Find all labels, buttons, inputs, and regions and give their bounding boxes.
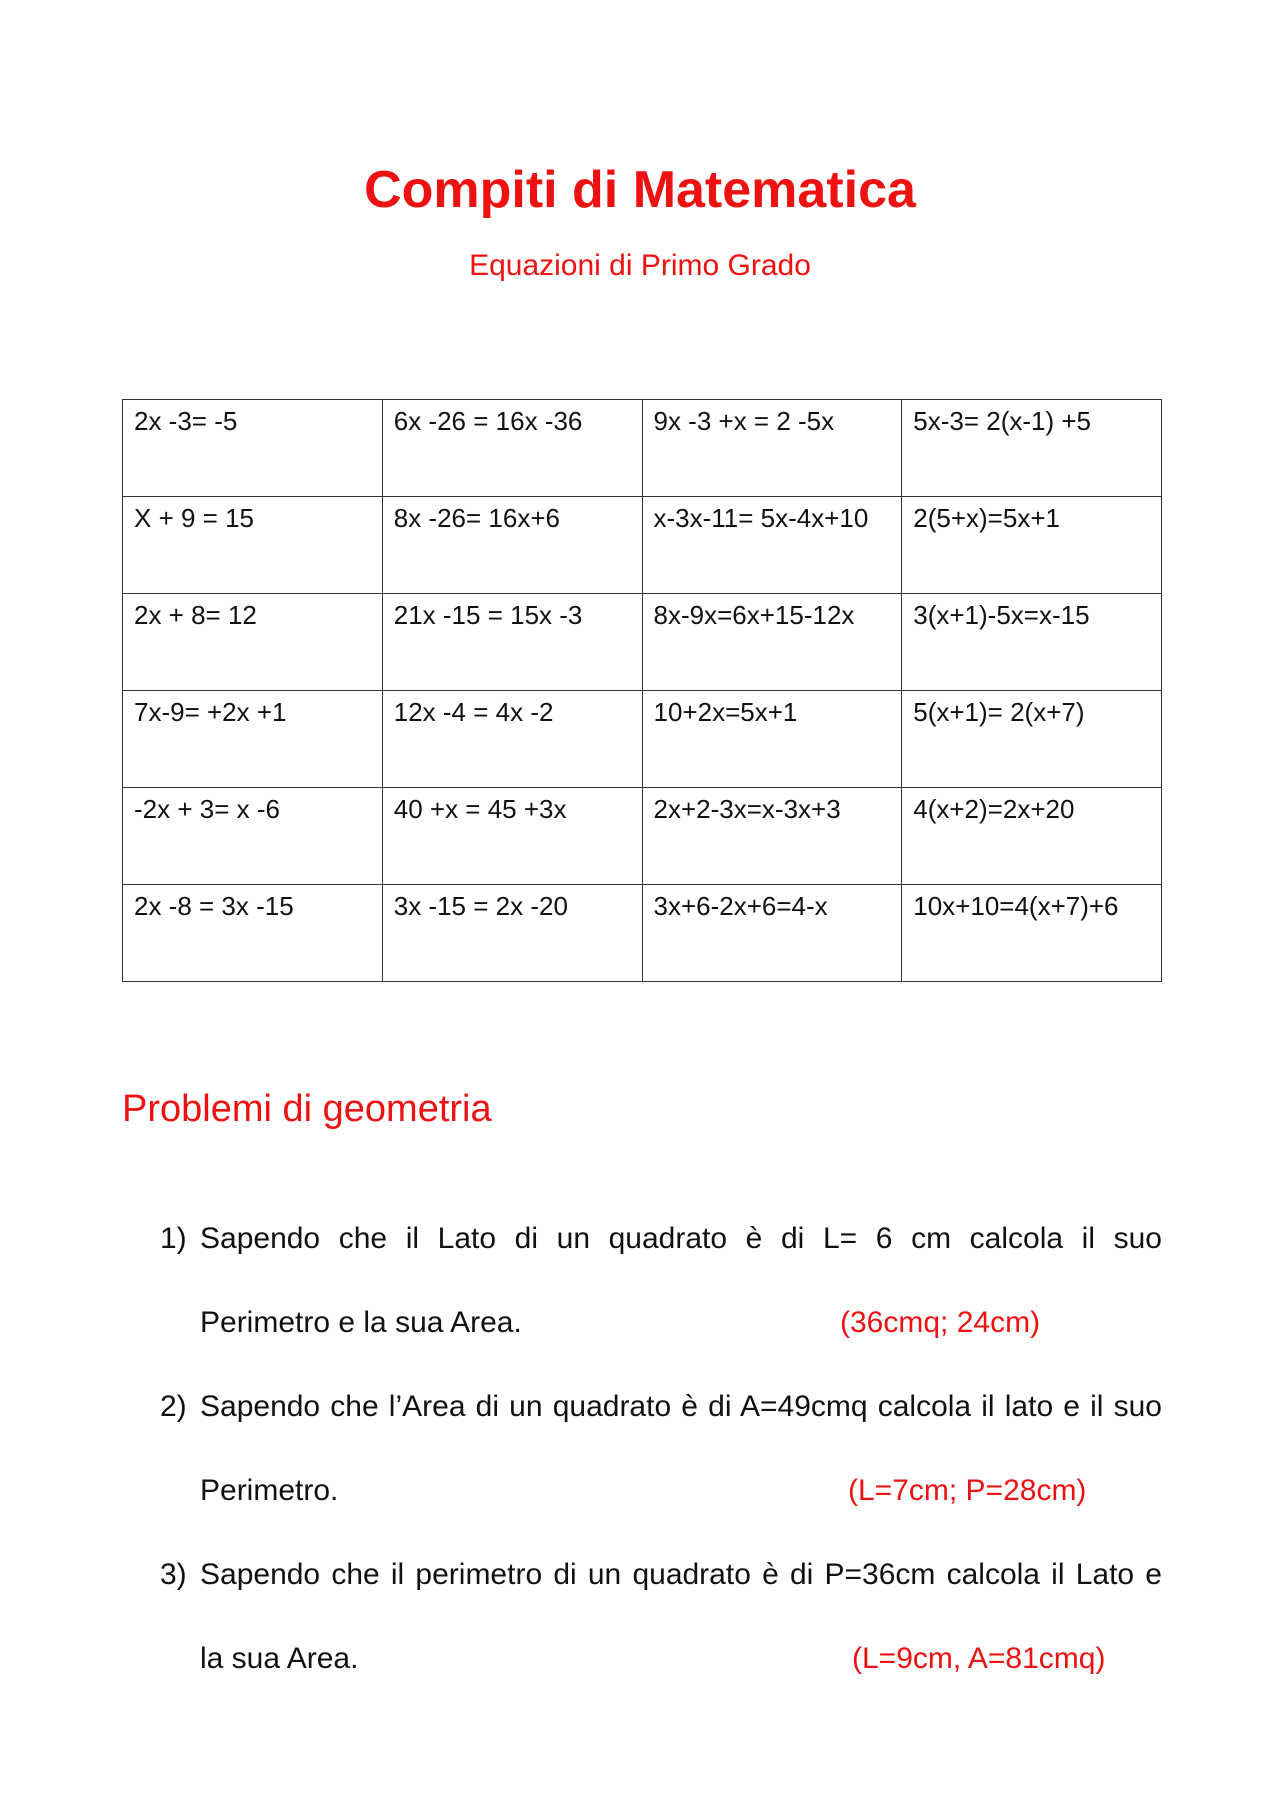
problem-number: 3)	[160, 1558, 187, 1591]
table-row	[123, 788, 1162, 885]
problem-answer: (L=9cm, A=81cmq)	[852, 1642, 1106, 1675]
equation-cell: 2x + 8= 12	[123, 594, 383, 691]
table-row	[123, 885, 1162, 982]
problem-number: 2)	[160, 1390, 187, 1423]
equation-cell: 10x+10=4(x+7)+6	[902, 885, 1162, 982]
equation-cell: 21x -15 = 15x -3	[382, 594, 642, 691]
problem-answer: (36cmq; 24cm)	[840, 1306, 1041, 1339]
problem-text: Sapendo che il perimetro di un quadrato è di P=36cm calcola il Lato e	[200, 1558, 1162, 1591]
table-row	[123, 400, 1162, 497]
page-title: Compiti di Matematica	[364, 161, 916, 219]
equation-cell: 5x-3= 2(x-1) +5	[902, 400, 1162, 497]
table-row	[123, 497, 1162, 594]
equation-cell: 8x-9x=6x+15-12x	[642, 594, 902, 691]
section-title: Problemi di geometria	[122, 1088, 492, 1130]
table-row	[123, 691, 1162, 788]
problem-text: Sapendo che l’Area di un quadrato è di A=49cmq calcola il lato e il suo	[200, 1390, 1162, 1423]
equation-cell: 2x+2-3x=x-3x+3	[642, 788, 902, 885]
equation-cell: -2x + 3= x -6	[123, 788, 383, 885]
problem-text-continued: la sua Area.	[200, 1642, 359, 1675]
equation-cell: 6x -26 = 16x -36	[382, 400, 642, 497]
page-subtitle: Equazioni di Primo Grado	[469, 249, 811, 282]
equations-table	[122, 399, 1162, 982]
equation-cell: X + 9 = 15	[123, 497, 383, 594]
problem-number: 1)	[160, 1222, 187, 1255]
equation-cell: 2x -8 = 3x -15	[123, 885, 383, 982]
problem-text-continued: Perimetro e la sua Area.	[200, 1306, 522, 1339]
equation-cell: 12x -4 = 4x -2	[382, 691, 642, 788]
equation-cell: 2(5+x)=5x+1	[902, 497, 1162, 594]
equation-cell: 10+2x=5x+1	[642, 691, 902, 788]
equation-cell: 9x -3 +x = 2 -5x	[642, 400, 902, 497]
problem-text: Sapendo che il Lato di un quadrato è di L= 6 cm calcola il suo	[200, 1222, 1162, 1255]
problem-answer: (L=7cm; P=28cm)	[848, 1474, 1087, 1507]
problem-text-continued: Perimetro.	[200, 1474, 339, 1507]
equation-cell: x-3x-11= 5x-4x+10	[642, 497, 902, 594]
equation-cell: 5(x+1)= 2(x+7)	[902, 691, 1162, 788]
equation-cell: 3(x+1)-5x=x-15	[902, 594, 1162, 691]
equation-cell: 3x -15 = 2x -20	[382, 885, 642, 982]
equation-cell: 40 +x = 45 +3x	[382, 788, 642, 885]
table-row	[123, 594, 1162, 691]
equation-cell: 7x-9= +2x +1	[123, 691, 383, 788]
equation-cell: 8x -26= 16x+6	[382, 497, 642, 594]
equation-cell: 4(x+2)=2x+20	[902, 788, 1162, 885]
equation-cell: 2x -3= -5	[123, 400, 383, 497]
equation-cell: 3x+6-2x+6=4-x	[642, 885, 902, 982]
